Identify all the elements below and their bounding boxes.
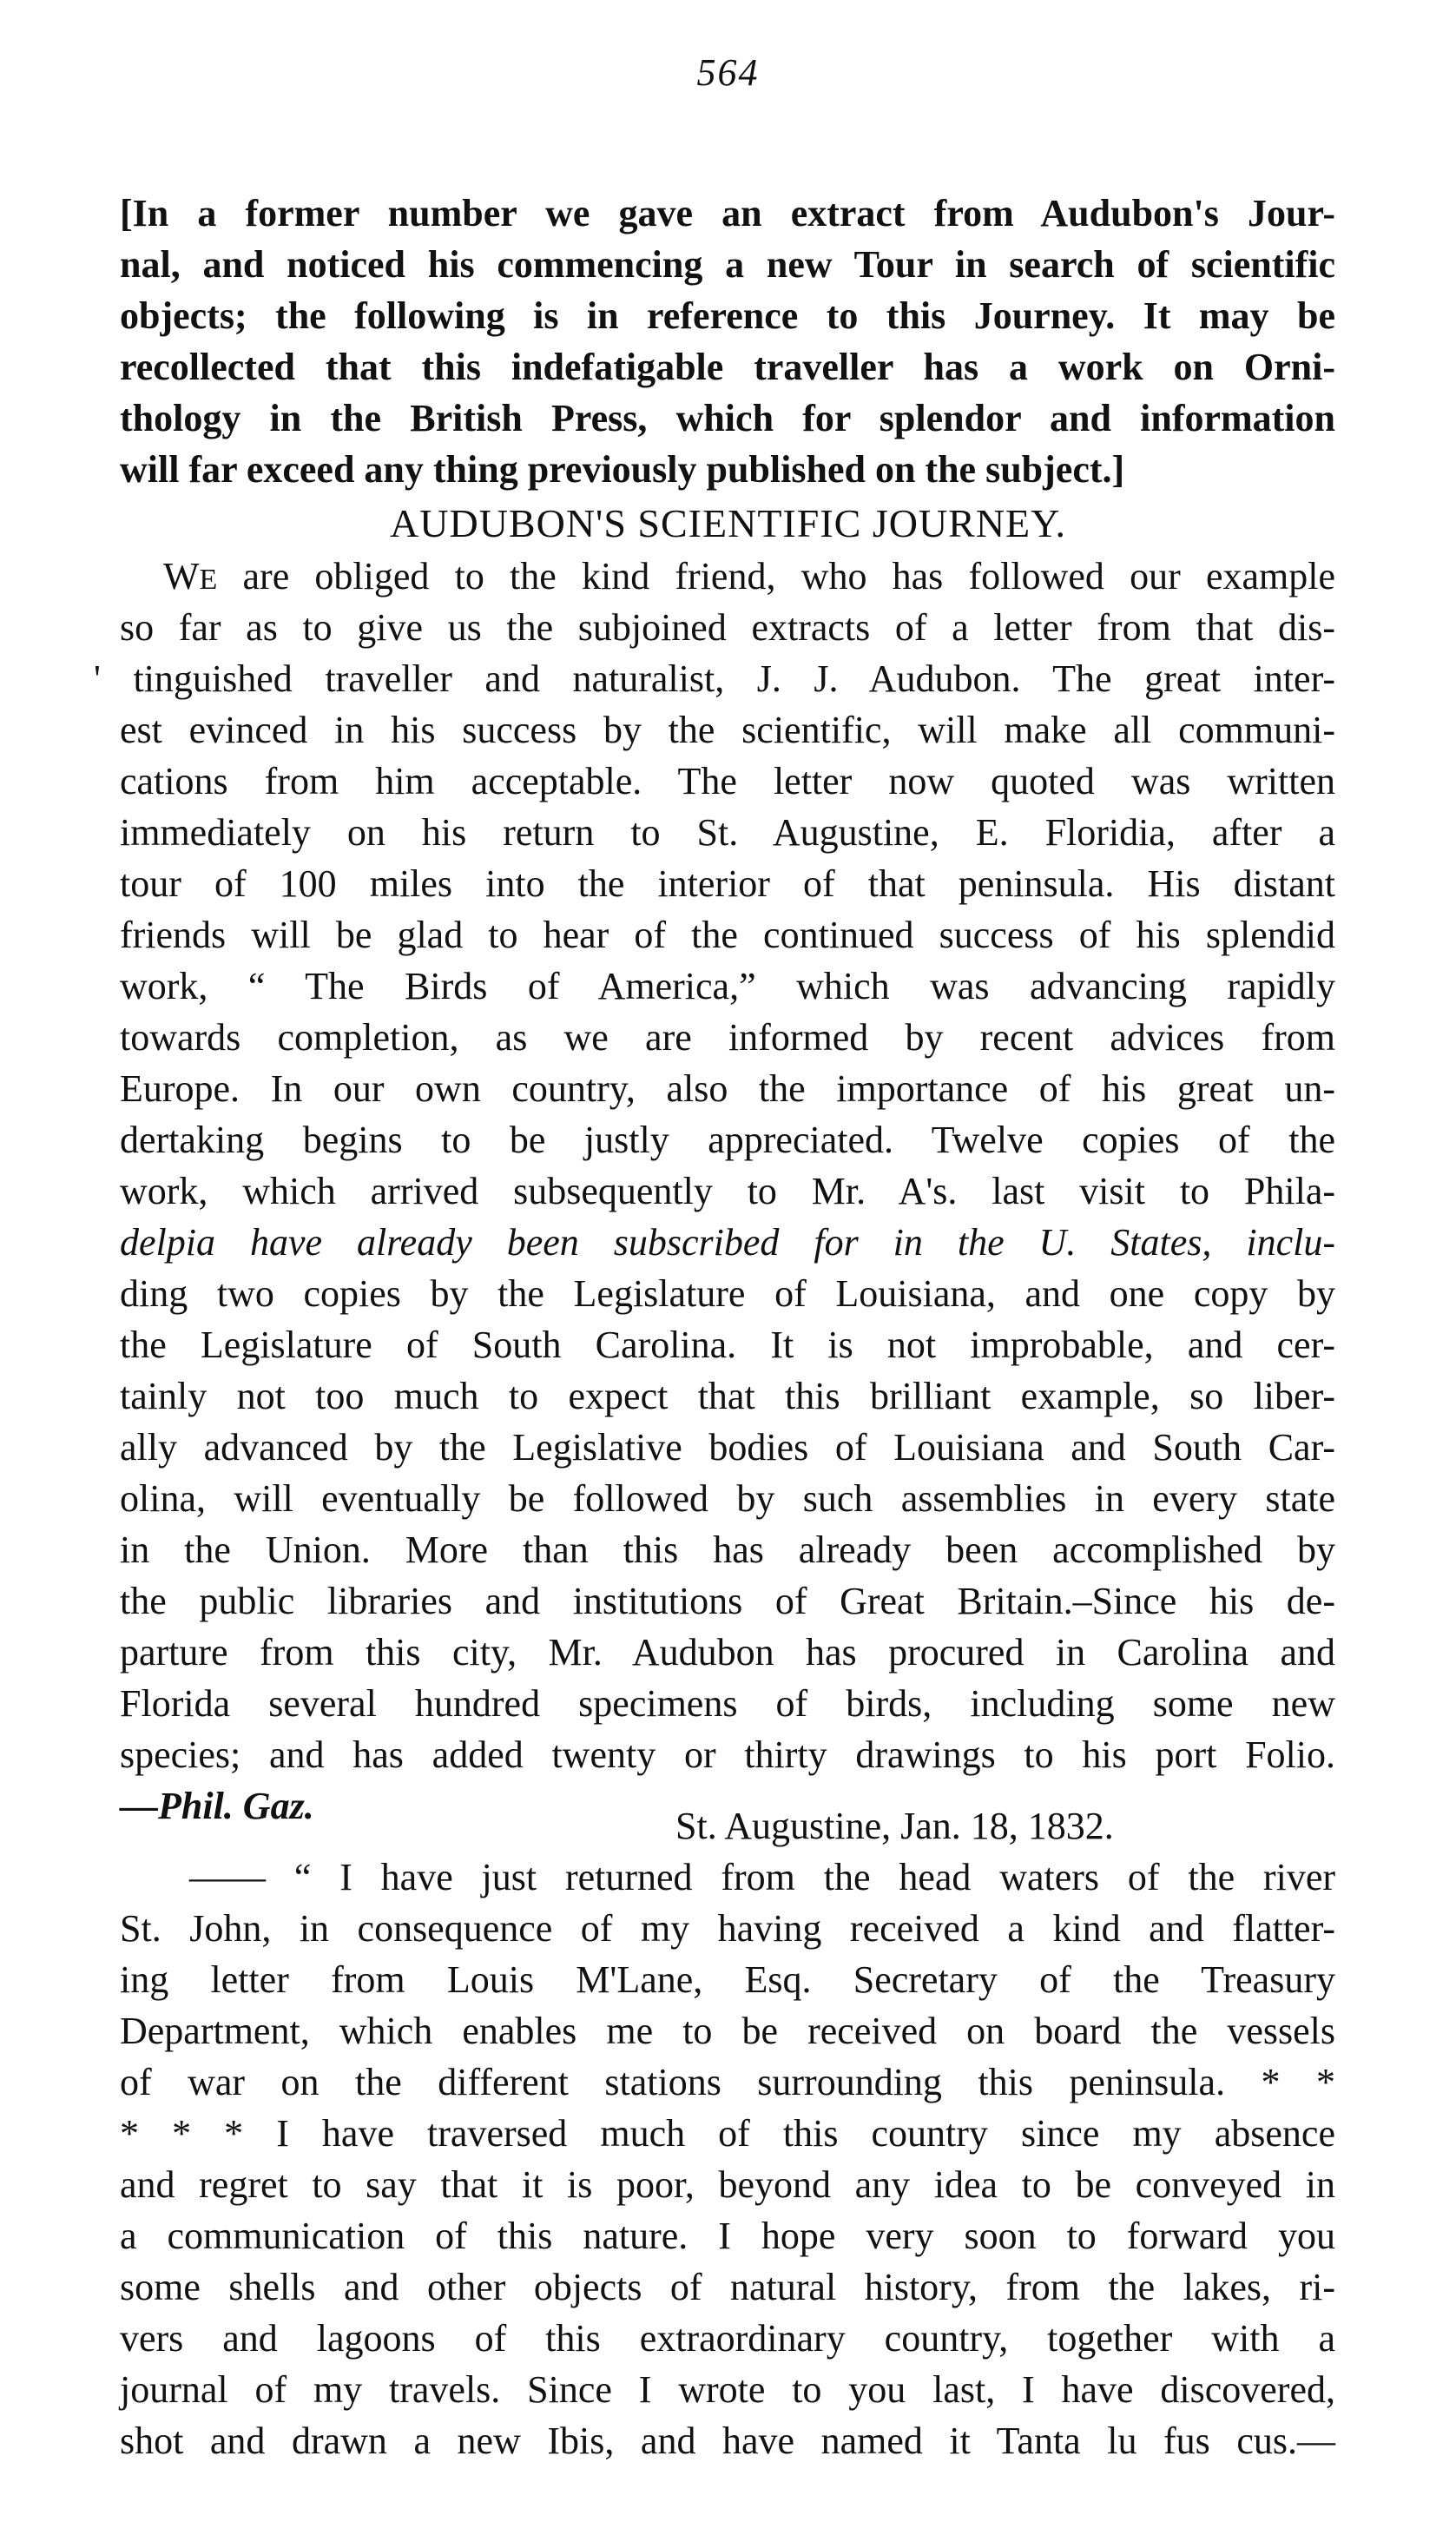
letter-line: and regret to say that it is poor, beyond any idea to be conveyed in [120,2163,1335,2206]
article-line: work, which arrived subsequently to Mr. A's. last visit to Phila- [120,1170,1335,1212]
letter-line: vers and lagoons of this extraordinary country, together with a [120,2317,1335,2360]
article-line: ally advanced by the Legislative bodies of Louisiana and South Car- [120,1426,1335,1469]
article-line: Florida several hundred specimens of birds, including some new [120,1682,1335,1725]
article-line: olina, will eventually be followed by such assemblies in every state [120,1477,1335,1520]
letter-line: * * * I have traversed much of this country since my absence [120,2112,1335,2155]
first-line-rest: are obliged to the kind friend, who has followed our example [217,555,1335,597]
letter-line: some shells and other objects of natural history, from the lakes, ri- [120,2266,1335,2308]
article-line: the public libraries and institutions of Great Britain.–Since his de- [120,1580,1335,1622]
editorial-note-line: objects; the following is in reference to this Journey. It may be [120,294,1335,337]
editorial-note-line: recollected that this indefatigable traveller has a work on Orni- [120,346,1335,388]
article-line: the Legislature of South Carolina. It is not improbable, and cer- [120,1324,1335,1366]
letter-line: —— “ I have just returned from the head waters of the river [189,1856,1335,1898]
article-line: towards completion, as we are informed by recent advices from [120,1016,1335,1059]
article-line: est evinced in his success by the scientific, will make all communi- [120,709,1335,751]
article-line: immediately on his return to St. Augustine, E. Floridia, after a [120,811,1335,854]
letter-line: shot and drawn a new Ibis, and have named it Tanta lu fus cus.— [120,2420,1335,2462]
article-line: in the Union. More than this has already been accomplished by [120,1528,1335,1571]
article-line: work, “ The Birds of America,” which was advancing rapidly [120,965,1335,1007]
letter-body [120,1852,1335,2466]
editorial-note [120,188,1335,495]
letter-line: journal of my travels. Since I wrote to you last, I have discovered, [120,2368,1335,2411]
article-line: cations from him acceptable. The letter now quoted was written [120,760,1335,802]
article-first-line [120,551,1335,602]
letter-dateline: St. Augustine, Jan. 18, 1832. [675,1805,1114,1847]
first-word-rest: E [199,564,218,596]
article-title: AUDUBON'S SCIENTIFIC JOURNEY. [390,501,1066,545]
editorial-note-line: nal, and noticed his commencing a new Tour in search of scientific [120,243,1335,286]
letter-line: ing letter from Louis M'Lane, Esq. Secretary of the Treasury [120,1958,1335,2001]
article-line: tour of 100 miles into the interior of that peninsula. His distant [120,862,1335,905]
article-line: Europe. In our own country, also the importance of his great un- [120,1067,1335,1110]
editorial-note-line: [In a former number we gave an extract from Audubon's Jour- [120,192,1335,234]
page-number: 564 [696,51,760,94]
editorial-note-line: will far exceed any thing previously published on the subject.] [120,448,1125,491]
letter-line: of war on the different stations surrounding this peninsula. * * [120,2061,1335,2103]
letter-line: Department, which enables me to be received on board the vessels [120,2010,1335,2052]
article-line: tainly not too much to expect that this brilliant example, so liber- [120,1375,1335,1417]
letter-line: a communication of this nature. I hope very soon to forward you [120,2215,1335,2257]
article-body [94,551,1335,1832]
article-line: delpia have already been subscribed for in the U. States, inclu- [120,1221,1335,1264]
article-line: ding two copies by the Legislature of Louisiana, and one copy by [120,1272,1335,1315]
article-line: dertaking begins to be justly appreciated. Twelve copies of the [120,1119,1335,1161]
article-line: so far as to give us the subjoined extracts of a letter from that dis- [120,606,1335,649]
letter-line: St. John, in consequence of my having received a kind and flatter- [120,1907,1335,1950]
article-line: friends will be glad to hear of the continued success of his splendid [120,914,1335,956]
first-word-cap: W [163,555,200,597]
article-line: parture from this city, Mr. Audubon has procured in Carolina and [120,1631,1335,1674]
article-line: ' tinguished traveller and naturalist, J. J. Audubon. The great inter- [94,657,1335,700]
editorial-note-line: thology in the British Press, which for splendor and information [120,397,1335,439]
article-line: species; and has added twenty or thirty drawings to his port Folio. [120,1733,1335,1776]
article-source-signature: —Phil. Gaz. [120,1785,314,1827]
